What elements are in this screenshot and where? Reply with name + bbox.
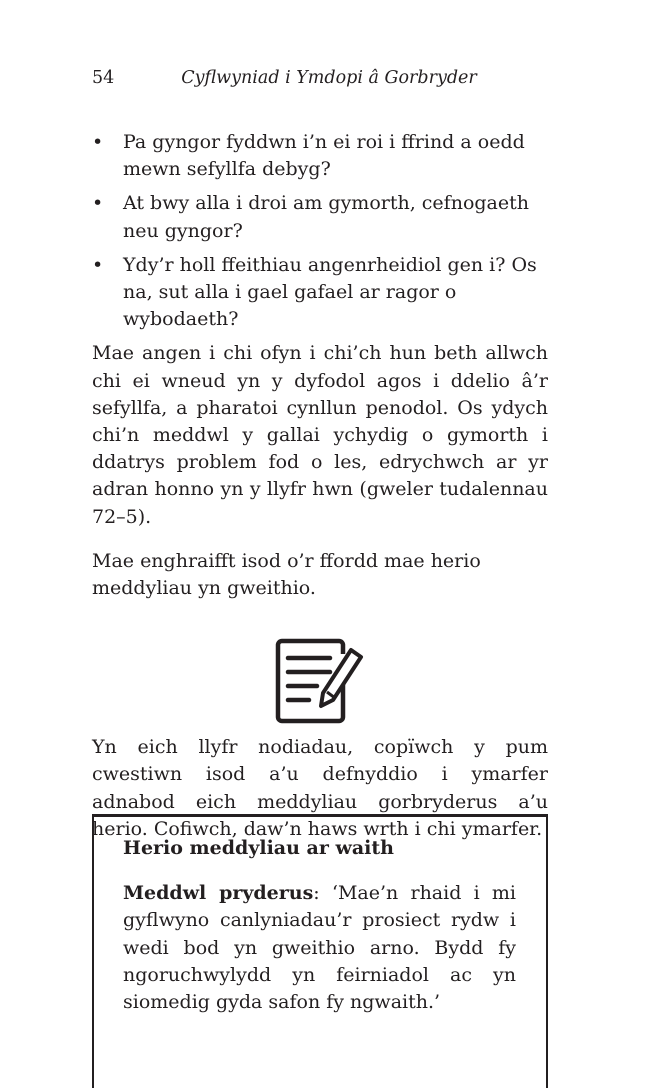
running-title: Cyflwyniad i Ymdopi â Gorbryder [181, 68, 477, 88]
box-title: Herio meddyliau ar waith [123, 837, 394, 859]
bullet-icon: • [92, 131, 104, 153]
list-item [92, 129, 548, 183]
worried-thought-paragraph [123, 880, 516, 1016]
notepad-pencil-icon [275, 638, 365, 726]
question-list [92, 129, 548, 333]
list-item [92, 190, 548, 244]
page-number: 54 [92, 68, 115, 88]
worried-thought-label: Meddwl pryderus [123, 882, 314, 905]
paragraph-example-intro: Mae enghraifft isod o’r ffordd mae herio meddyliau yn gweithio. [92, 549, 481, 600]
worried-thought-text: : ‘Mae’n rhaid i mi gyflwyno canlyniadau’r prosiect rydw i wedi bod yn gweithio arno. Bydd fy ngoruchwylydd yn feirniadol ac yn siomedig gyda safon fy ngwaith.’ [123, 882, 516, 1014]
page-body [92, 129, 548, 843]
list-item-text: Pa gyngor fyddwn i’n ei roi i ffrind a oedd mewn sefyllfa debyg? [123, 131, 525, 181]
example-box [92, 814, 548, 1088]
list-item-text: Ydy’r holl ffeithiau angenrheidiol gen i? Os na, sut alla i gael gafael ar ragor o wybodaeth? [123, 253, 537, 331]
paragraph-notebook-instructions: Yn eich llyfr nodiadau, copïwch y pum cwestiwn isod a’u defnyddio i ymarfer adnabod eich meddyliau gorbryderus a’u herio. Cofiwch, daw’n haws wrth i chi ymarfer. [92, 736, 548, 840]
exercise-icon-wrap [92, 638, 548, 726]
bullet-icon: • [92, 253, 104, 276]
list-item-text: At bwy alla i droi am gymorth, cefnogaeth neu gyngor? [123, 192, 529, 242]
page-header [92, 66, 548, 90]
paragraph-plan: Mae angen i chi ofyn i chi’ch hun beth allwch chi ei wneud yn y dyfodol agos i ddelio â’r sefyllfa, a pharatoi cynllun penodol. Os ydych chi’n meddwl y gallai ychydig o gymorth i ddatrys problem fod o les, edrychwch ar yr adran honno yn y llyfr hwn (gweler tudalennau 72–5). [92, 342, 548, 528]
list-item [92, 252, 548, 334]
bullet-icon: • [92, 192, 104, 215]
